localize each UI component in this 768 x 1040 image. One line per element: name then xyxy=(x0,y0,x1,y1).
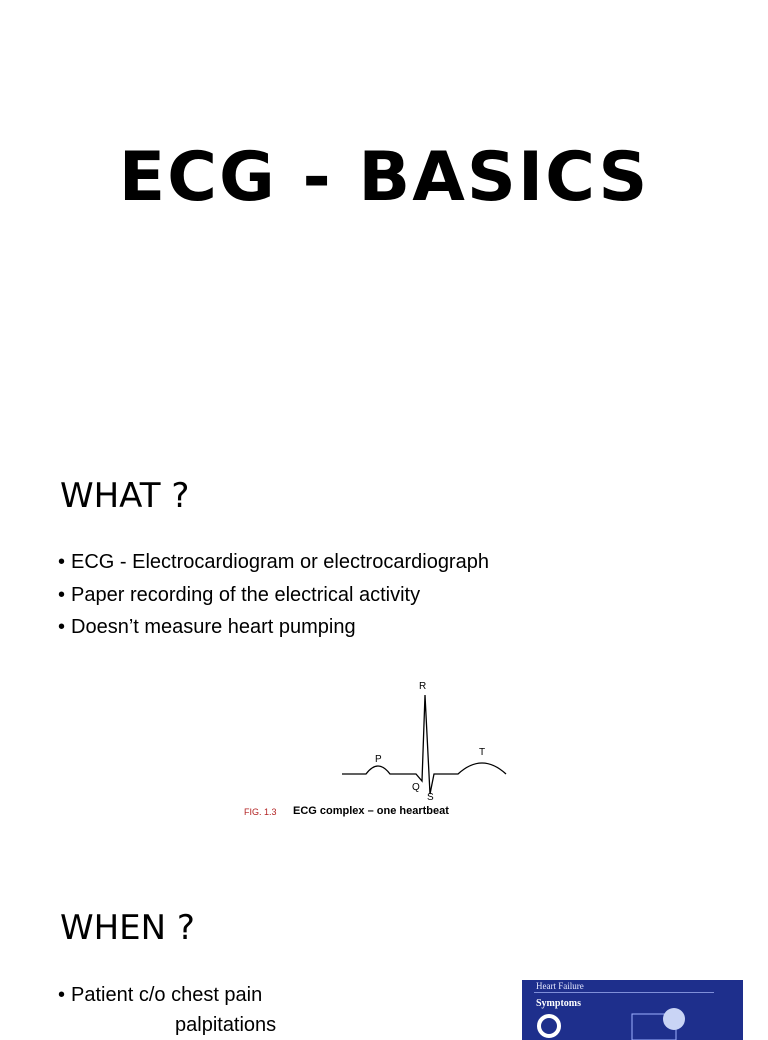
figure-number: FIG. 1.3 xyxy=(244,807,277,817)
thumbnail-title: Heart Failure xyxy=(536,981,584,991)
thumbnail-graphic xyxy=(522,980,743,1040)
when-bullet-list xyxy=(58,979,262,1012)
when-continuation-text: palpitations xyxy=(175,1014,277,1036)
thumbnail-subtitle: Symptoms xyxy=(536,998,582,1009)
ecg-label-s: S xyxy=(427,792,434,803)
list-item: • Patient c/o chest pain xyxy=(58,979,262,1012)
heart-failure-thumbnail xyxy=(522,980,743,1040)
figure-caption: ECG complex – one heartbeat xyxy=(293,805,449,817)
when-heading: WHEN ? xyxy=(60,908,195,948)
list-item: • Doesn’t measure heart pumping xyxy=(58,611,489,644)
ecg-label-q: Q xyxy=(412,782,420,793)
ecg-complex-figure xyxy=(236,672,526,822)
what-bullet-list xyxy=(58,546,489,644)
slide-title: ECG - BASICS xyxy=(118,138,650,217)
ecg-label-p: P xyxy=(375,754,382,765)
ecg-label-t: T xyxy=(479,747,486,758)
ecg-waveform xyxy=(342,695,506,794)
list-item: • ECG - Electrocardiogram or electrocardiograph xyxy=(58,546,489,579)
ecg-label-r: R xyxy=(419,681,427,692)
what-heading: WHAT ? xyxy=(60,476,190,516)
list-item: • Paper recording of the electrical activity xyxy=(58,579,489,612)
